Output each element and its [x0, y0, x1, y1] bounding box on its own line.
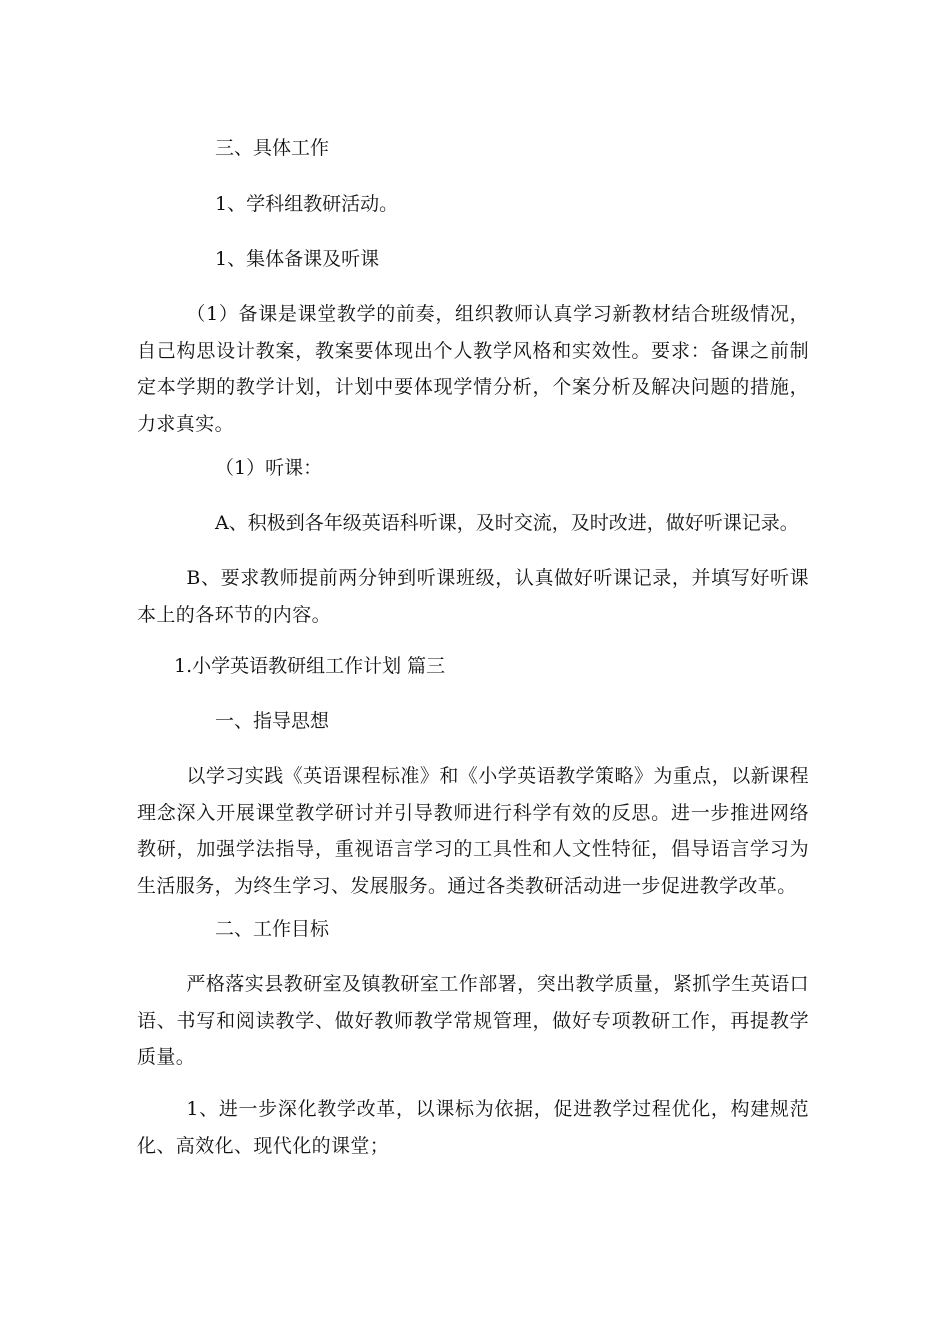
paragraph-b-requirements: B、要求教师提前两分钟到听课班级，认真做好听课记录，并填写好听课本上的各环节的内容。 — [137, 567, 809, 626]
heading-specific-work: 三、具体工作 — [215, 137, 330, 159]
paragraph-lesson-preparation: （1）备课是课堂教学的前奏，组织教师认真学习新教材结合班级情况，自己构思设计教案，教案要体现出个人教学风格和实效性。要求：备课之前制定本学期的教学计划，计划中要体现学情分析，个案分析及解决问题的措施，力求真实。 — [137, 303, 809, 435]
heading-work-goals: 二、工作目标 — [215, 918, 330, 940]
paragraph-guiding-thought: 以学习实践《英语课程标准》和《小学英语教学策略》为重点，以新课程理念深入开展课堂教学研讨并引导教师进行科学有效的反思。进一步推进网络教研，加强学法指导，重视语言学习的工具性和人文性特征，倡导语言学习为生活服务，为终生学习、发展服务。通过各类教研活动进一步促进教学改革。 — [137, 765, 809, 897]
item-lesson-listening: （1）听课： — [215, 457, 323, 479]
item-a-attend-classes: A、积极到各年级英语科听课，及时交流，及时改进，做好听课记录。 — [215, 512, 799, 534]
heading-guiding-thought: 一、指导思想 — [215, 710, 330, 732]
paragraph-goal-1: 1、进一步深化教学改革，以课标为依据，促进教学过程优化，构建规范化、高效化、现代化的课堂； — [137, 1098, 809, 1157]
item-collective-prep-and-listening: 1、集体备课及听课 — [215, 248, 380, 270]
section-title: 1.小学英语教研组工作计划 篇三 — [174, 655, 446, 677]
item-subject-group-activities: 1、学科组教研活动。 — [215, 193, 399, 215]
paragraph-work-goals: 严格落实县教研室及镇教研室工作部署，突出教学质量，紧抓学生英语口语、书写和阅读教学、做好教师教学常规管理，做好专项教研工作，再提教学质量。 — [137, 973, 809, 1068]
